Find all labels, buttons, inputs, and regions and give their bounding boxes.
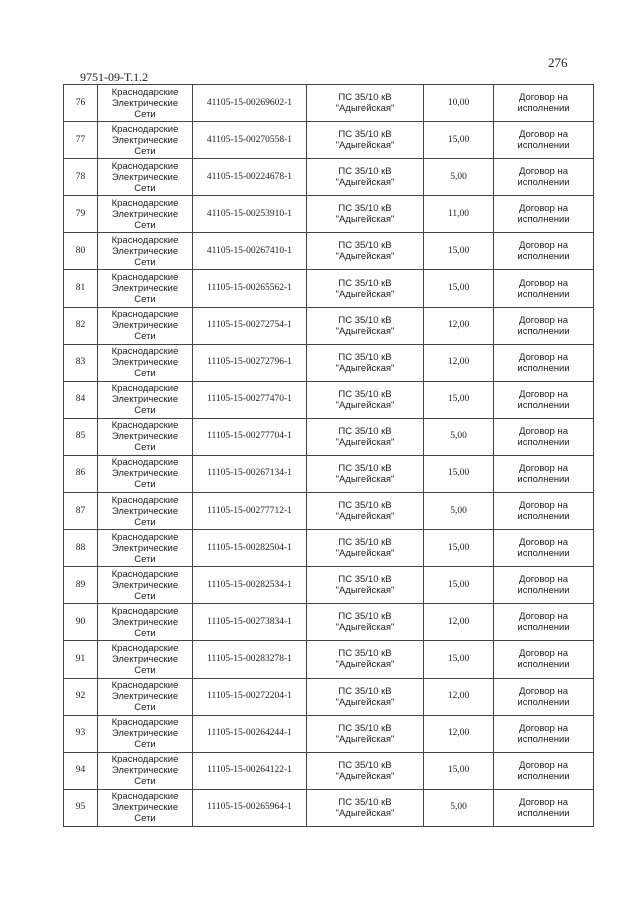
- status-line: исполнении: [517, 251, 570, 263]
- row-number: 77: [64, 122, 98, 159]
- status-cell: [494, 344, 594, 381]
- substation-line: ПС 35/10 кВ: [338, 351, 392, 363]
- substation-line: ПС 35/10 кВ: [338, 537, 392, 549]
- organization-cell: [98, 418, 193, 455]
- status-line: исполнении: [517, 511, 570, 523]
- table-row: [64, 567, 594, 604]
- table-row: [64, 493, 594, 530]
- substation-line: "Адыгейская": [335, 659, 395, 671]
- organization-cell: [98, 381, 193, 418]
- table-row: [64, 789, 594, 826]
- row-number: 79: [64, 196, 98, 233]
- table-row: [64, 270, 594, 307]
- power-cell: 12,00: [424, 715, 494, 752]
- substation-line: "Адыгейская": [335, 399, 395, 411]
- substation-line: "Адыгейская": [335, 511, 395, 523]
- substation-line: "Адыгейская": [335, 733, 395, 745]
- organization-cell: [98, 307, 193, 344]
- power-cell: 15,00: [424, 122, 494, 159]
- row-number: 86: [64, 455, 98, 492]
- contract-code-cell: 11105-15-00282504-1: [193, 530, 307, 567]
- status-cell: [494, 530, 594, 567]
- contract-code-cell: 11105-15-00282534-1: [193, 567, 307, 604]
- contract-code-cell: 11105-15-00273834-1: [193, 604, 307, 641]
- status-line: Договор на: [518, 388, 569, 400]
- substation-cell: [307, 196, 424, 233]
- status-cell: [494, 493, 594, 530]
- organization-line: Краснодарские: [111, 86, 179, 98]
- status-line: исполнении: [517, 362, 570, 374]
- row-number: 91: [64, 641, 98, 678]
- row-number: 85: [64, 418, 98, 455]
- power-cell: 15,00: [424, 567, 494, 604]
- substation-line: ПС 35/10 кВ: [338, 203, 392, 215]
- organization-cell: [98, 567, 193, 604]
- row-number: 90: [64, 604, 98, 641]
- substation-cell: [307, 122, 424, 159]
- status-line: Договор на: [518, 759, 569, 771]
- status-cell: [494, 789, 594, 826]
- status-line: исполнении: [517, 325, 570, 337]
- organization-line: Электрические: [111, 765, 179, 777]
- status-cell: [494, 122, 594, 159]
- substation-cell: [307, 233, 424, 270]
- organization-line: Сети: [134, 219, 156, 231]
- status-line: исполнении: [517, 214, 570, 226]
- table-row: [64, 604, 594, 641]
- status-line: Договор на: [518, 240, 569, 252]
- organization-line: Сети: [134, 442, 156, 454]
- power-cell: 5,00: [424, 159, 494, 196]
- substation-line: ПС 35/10 кВ: [338, 314, 392, 326]
- power-cell: 15,00: [424, 752, 494, 789]
- row-number: 84: [64, 381, 98, 418]
- substation-line: ПС 35/10 кВ: [338, 92, 392, 104]
- substation-cell: [307, 715, 424, 752]
- organization-line: Сети: [134, 479, 156, 491]
- status-line: Договор на: [518, 351, 569, 363]
- contract-code-cell: 41105-15-00224678-1: [193, 159, 307, 196]
- organization-line: Электрические: [111, 171, 179, 183]
- organization-line: Электрические: [111, 616, 179, 628]
- organization-line: Электрические: [111, 728, 179, 740]
- organization-line: Сети: [134, 627, 156, 639]
- organization-cell: [98, 530, 193, 567]
- power-cell: 5,00: [424, 789, 494, 826]
- contract-code-cell: 11105-15-00265964-1: [193, 789, 307, 826]
- organization-line: Сети: [134, 145, 156, 157]
- organization-cell: [98, 455, 193, 492]
- table-row: [64, 641, 594, 678]
- substation-line: ПС 35/10 кВ: [338, 611, 392, 623]
- substation-line: ПС 35/10 кВ: [338, 388, 392, 400]
- organization-cell: [98, 604, 193, 641]
- status-cell: [494, 381, 594, 418]
- substation-line: "Адыгейская": [335, 696, 395, 708]
- contracts-table: [63, 84, 594, 827]
- status-cell: [494, 567, 594, 604]
- status-cell: [494, 455, 594, 492]
- table-row: [64, 530, 594, 567]
- status-cell: [494, 752, 594, 789]
- status-line: исполнении: [517, 288, 570, 300]
- organization-line: Сети: [134, 553, 156, 565]
- contract-code-cell: 11105-15-00267134-1: [193, 455, 307, 492]
- substation-line: "Адыгейская": [335, 807, 395, 819]
- status-line: исполнении: [517, 140, 570, 152]
- organization-line: Краснодарские: [111, 568, 179, 580]
- table-row: [64, 159, 594, 196]
- organization-cell: [98, 752, 193, 789]
- row-number: 92: [64, 678, 98, 715]
- organization-line: Электрические: [111, 505, 179, 517]
- row-number: 78: [64, 159, 98, 196]
- substation-line: ПС 35/10 кВ: [338, 166, 392, 178]
- substation-cell: [307, 307, 424, 344]
- table-row: [64, 715, 594, 752]
- organization-line: Электрические: [111, 97, 179, 109]
- substation-cell: [307, 381, 424, 418]
- contract-code-cell: 11105-15-00277704-1: [193, 418, 307, 455]
- organization-line: Краснодарские: [111, 234, 179, 246]
- contract-code-cell: 11105-15-00277470-1: [193, 381, 307, 418]
- page-number: 276: [548, 55, 568, 70]
- organization-line: Краснодарские: [111, 160, 179, 172]
- substation-cell: [307, 752, 424, 789]
- contract-code-cell: 11105-15-00272204-1: [193, 678, 307, 715]
- power-cell: 15,00: [424, 530, 494, 567]
- substation-cell: [307, 344, 424, 381]
- status-cell: [494, 270, 594, 307]
- status-line: исполнении: [517, 436, 570, 448]
- substation-line: "Адыгейская": [335, 362, 395, 374]
- organization-line: Электрические: [111, 357, 179, 369]
- organization-line: Электрические: [111, 579, 179, 591]
- organization-line: Сети: [134, 516, 156, 528]
- status-line: Договор на: [518, 722, 569, 734]
- status-line: исполнении: [517, 585, 570, 597]
- row-number: 81: [64, 270, 98, 307]
- power-cell: 15,00: [424, 381, 494, 418]
- contract-code-cell: 41105-15-00269602-1: [193, 85, 307, 122]
- organization-line: Краснодарские: [111, 346, 179, 358]
- organization-line: Краснодарские: [111, 383, 179, 395]
- substation-line: "Адыгейская": [335, 177, 395, 189]
- status-line: исполнении: [517, 659, 570, 671]
- substation-line: ПС 35/10 кВ: [338, 796, 392, 808]
- organization-line: Электрические: [111, 394, 179, 406]
- organization-line: Краснодарские: [111, 680, 179, 692]
- row-number: 88: [64, 530, 98, 567]
- table-row: [64, 418, 594, 455]
- organization-line: Сети: [134, 331, 156, 343]
- organization-cell: [98, 344, 193, 381]
- organization-line: Краснодарские: [111, 605, 179, 617]
- status-cell: [494, 196, 594, 233]
- status-cell: [494, 307, 594, 344]
- table-row: [64, 85, 594, 122]
- organization-line: Электрические: [111, 802, 179, 814]
- substation-cell: [307, 604, 424, 641]
- substation-line: ПС 35/10 кВ: [338, 129, 392, 141]
- table-row: [64, 455, 594, 492]
- status-line: Договор на: [518, 796, 569, 808]
- organization-line: Электрические: [111, 542, 179, 554]
- contract-code-cell: 11105-15-00265562-1: [193, 270, 307, 307]
- status-line: исполнении: [517, 770, 570, 782]
- status-line: исполнении: [517, 399, 570, 411]
- status-line: Договор на: [518, 462, 569, 474]
- organization-line: Сети: [134, 256, 156, 268]
- organization-line: Краснодарские: [111, 457, 179, 469]
- status-line: исполнении: [517, 733, 570, 745]
- status-cell: [494, 85, 594, 122]
- row-number: 95: [64, 789, 98, 826]
- status-line: Договор на: [518, 500, 569, 512]
- table-row: [64, 752, 594, 789]
- power-cell: 15,00: [424, 233, 494, 270]
- contract-code-cell: 11105-15-00264122-1: [193, 752, 307, 789]
- organization-cell: [98, 122, 193, 159]
- organization-line: Электрические: [111, 691, 179, 703]
- status-line: исполнении: [517, 177, 570, 189]
- organization-cell: [98, 85, 193, 122]
- contract-code-cell: 11105-15-00264244-1: [193, 715, 307, 752]
- status-line: Договор на: [518, 425, 569, 437]
- organization-line: Сети: [134, 664, 156, 676]
- substation-cell: [307, 418, 424, 455]
- status-line: Договор на: [518, 277, 569, 289]
- power-cell: 15,00: [424, 641, 494, 678]
- substation-cell: [307, 455, 424, 492]
- substation-line: ПС 35/10 кВ: [338, 277, 392, 289]
- organization-line: Сети: [134, 702, 156, 714]
- substation-line: ПС 35/10 кВ: [338, 462, 392, 474]
- substation-line: "Адыгейская": [335, 103, 395, 115]
- organization-line: Электрические: [111, 468, 179, 480]
- organization-line: Краснодарские: [111, 272, 179, 284]
- organization-line: Сети: [134, 739, 156, 751]
- organization-line: Электрические: [111, 283, 179, 295]
- organization-cell: [98, 233, 193, 270]
- contract-code-cell: 11105-15-00277712-1: [193, 493, 307, 530]
- organization-line: Сети: [134, 368, 156, 380]
- status-line: Договор на: [518, 166, 569, 178]
- organization-line: Электрические: [111, 653, 179, 665]
- status-line: Договор на: [518, 537, 569, 549]
- status-line: Договор на: [518, 203, 569, 215]
- substation-line: "Адыгейская": [335, 214, 395, 226]
- status-cell: [494, 418, 594, 455]
- organization-line: Электрические: [111, 320, 179, 332]
- table-row: [64, 307, 594, 344]
- status-line: исполнении: [517, 103, 570, 115]
- substation-cell: [307, 789, 424, 826]
- substation-cell: [307, 567, 424, 604]
- status-line: Договор на: [518, 574, 569, 586]
- substation-line: ПС 35/10 кВ: [338, 722, 392, 734]
- status-line: исполнении: [517, 696, 570, 708]
- substation-line: ПС 35/10 кВ: [338, 240, 392, 252]
- organization-line: Сети: [134, 590, 156, 602]
- status-cell: [494, 159, 594, 196]
- organization-cell: [98, 715, 193, 752]
- row-number: 87: [64, 493, 98, 530]
- organization-line: Краснодарские: [111, 754, 179, 766]
- substation-cell: [307, 270, 424, 307]
- substation-line: ПС 35/10 кВ: [338, 500, 392, 512]
- status-line: Договор на: [518, 648, 569, 660]
- organization-line: Сети: [134, 776, 156, 788]
- status-line: исполнении: [517, 807, 570, 819]
- substation-cell: [307, 530, 424, 567]
- organization-line: Сети: [134, 294, 156, 306]
- organization-cell: [98, 270, 193, 307]
- organization-line: Электрические: [111, 134, 179, 146]
- table-row: [64, 678, 594, 715]
- contract-code-cell: 11105-15-00283278-1: [193, 641, 307, 678]
- contract-code-cell: 41105-15-00270558-1: [193, 122, 307, 159]
- organization-line: Краснодарские: [111, 123, 179, 135]
- substation-cell: [307, 159, 424, 196]
- organization-line: Краснодарские: [111, 197, 179, 209]
- table-row: [64, 344, 594, 381]
- power-cell: 12,00: [424, 678, 494, 715]
- status-cell: [494, 604, 594, 641]
- organization-line: Сети: [134, 182, 156, 194]
- substation-line: "Адыгейская": [335, 288, 395, 300]
- substation-line: "Адыгейская": [335, 585, 395, 597]
- contract-code-cell: 41105-15-00253910-1: [193, 196, 307, 233]
- substation-line: "Адыгейская": [335, 473, 395, 485]
- status-cell: [494, 233, 594, 270]
- status-line: Договор на: [518, 685, 569, 697]
- row-number: 76: [64, 85, 98, 122]
- organization-cell: [98, 641, 193, 678]
- status-line: Договор на: [518, 314, 569, 326]
- organization-cell: [98, 493, 193, 530]
- organization-line: Сети: [134, 813, 156, 825]
- contract-code-cell: 11105-15-00272754-1: [193, 307, 307, 344]
- substation-cell: [307, 678, 424, 715]
- power-cell: 12,00: [424, 604, 494, 641]
- table-body: [64, 85, 594, 827]
- status-line: исполнении: [517, 473, 570, 485]
- power-cell: 15,00: [424, 455, 494, 492]
- power-cell: 11,00: [424, 196, 494, 233]
- substation-cell: [307, 85, 424, 122]
- organization-line: Краснодарские: [111, 494, 179, 506]
- organization-line: Краснодарские: [111, 791, 179, 803]
- status-cell: [494, 678, 594, 715]
- contract-code-cell: 11105-15-00272796-1: [193, 344, 307, 381]
- contract-code-cell: 41105-15-00267410-1: [193, 233, 307, 270]
- status-cell: [494, 715, 594, 752]
- power-cell: 10,00: [424, 85, 494, 122]
- power-cell: 12,00: [424, 307, 494, 344]
- organization-line: Сети: [134, 405, 156, 417]
- row-number: 83: [64, 344, 98, 381]
- substation-line: ПС 35/10 кВ: [338, 425, 392, 437]
- row-number: 80: [64, 233, 98, 270]
- organization-cell: [98, 196, 193, 233]
- status-cell: [494, 641, 594, 678]
- table-row: [64, 233, 594, 270]
- substation-line: ПС 35/10 кВ: [338, 685, 392, 697]
- status-line: Договор на: [518, 611, 569, 623]
- substation-line: ПС 35/10 кВ: [338, 574, 392, 586]
- organization-line: Электрические: [111, 245, 179, 257]
- substation-line: "Адыгейская": [335, 548, 395, 560]
- status-line: Договор на: [518, 129, 569, 141]
- row-number: 93: [64, 715, 98, 752]
- substation-cell: [307, 641, 424, 678]
- substation-line: "Адыгейская": [335, 251, 395, 263]
- organization-line: Краснодарские: [111, 309, 179, 321]
- substation-cell: [307, 493, 424, 530]
- power-cell: 5,00: [424, 493, 494, 530]
- organization-line: Электрические: [111, 431, 179, 443]
- power-cell: 5,00: [424, 418, 494, 455]
- status-line: исполнении: [517, 548, 570, 560]
- organization-cell: [98, 678, 193, 715]
- row-number: 94: [64, 752, 98, 789]
- organization-cell: [98, 159, 193, 196]
- substation-line: "Адыгейская": [335, 325, 395, 337]
- organization-line: Краснодарские: [111, 531, 179, 543]
- organization-line: Краснодарские: [111, 717, 179, 729]
- table-row: [64, 381, 594, 418]
- power-cell: 12,00: [424, 344, 494, 381]
- substation-line: "Адыгейская": [335, 770, 395, 782]
- row-number: 89: [64, 567, 98, 604]
- power-cell: 15,00: [424, 270, 494, 307]
- document-code: 9751-09-Т.1.2: [80, 70, 149, 84]
- substation-line: ПС 35/10 кВ: [338, 648, 392, 660]
- substation-line: "Адыгейская": [335, 140, 395, 152]
- status-line: Договор на: [518, 92, 569, 104]
- status-line: исполнении: [517, 622, 570, 634]
- substation-line: "Адыгейская": [335, 436, 395, 448]
- substation-line: "Адыгейская": [335, 622, 395, 634]
- organization-line: Электрические: [111, 208, 179, 220]
- table-row: [64, 122, 594, 159]
- organization-line: Краснодарские: [111, 642, 179, 654]
- organization-line: Краснодарские: [111, 420, 179, 432]
- organization-cell: [98, 789, 193, 826]
- row-number: 82: [64, 307, 98, 344]
- substation-line: ПС 35/10 кВ: [338, 759, 392, 771]
- table-row: [64, 196, 594, 233]
- organization-line: Сети: [134, 108, 156, 120]
